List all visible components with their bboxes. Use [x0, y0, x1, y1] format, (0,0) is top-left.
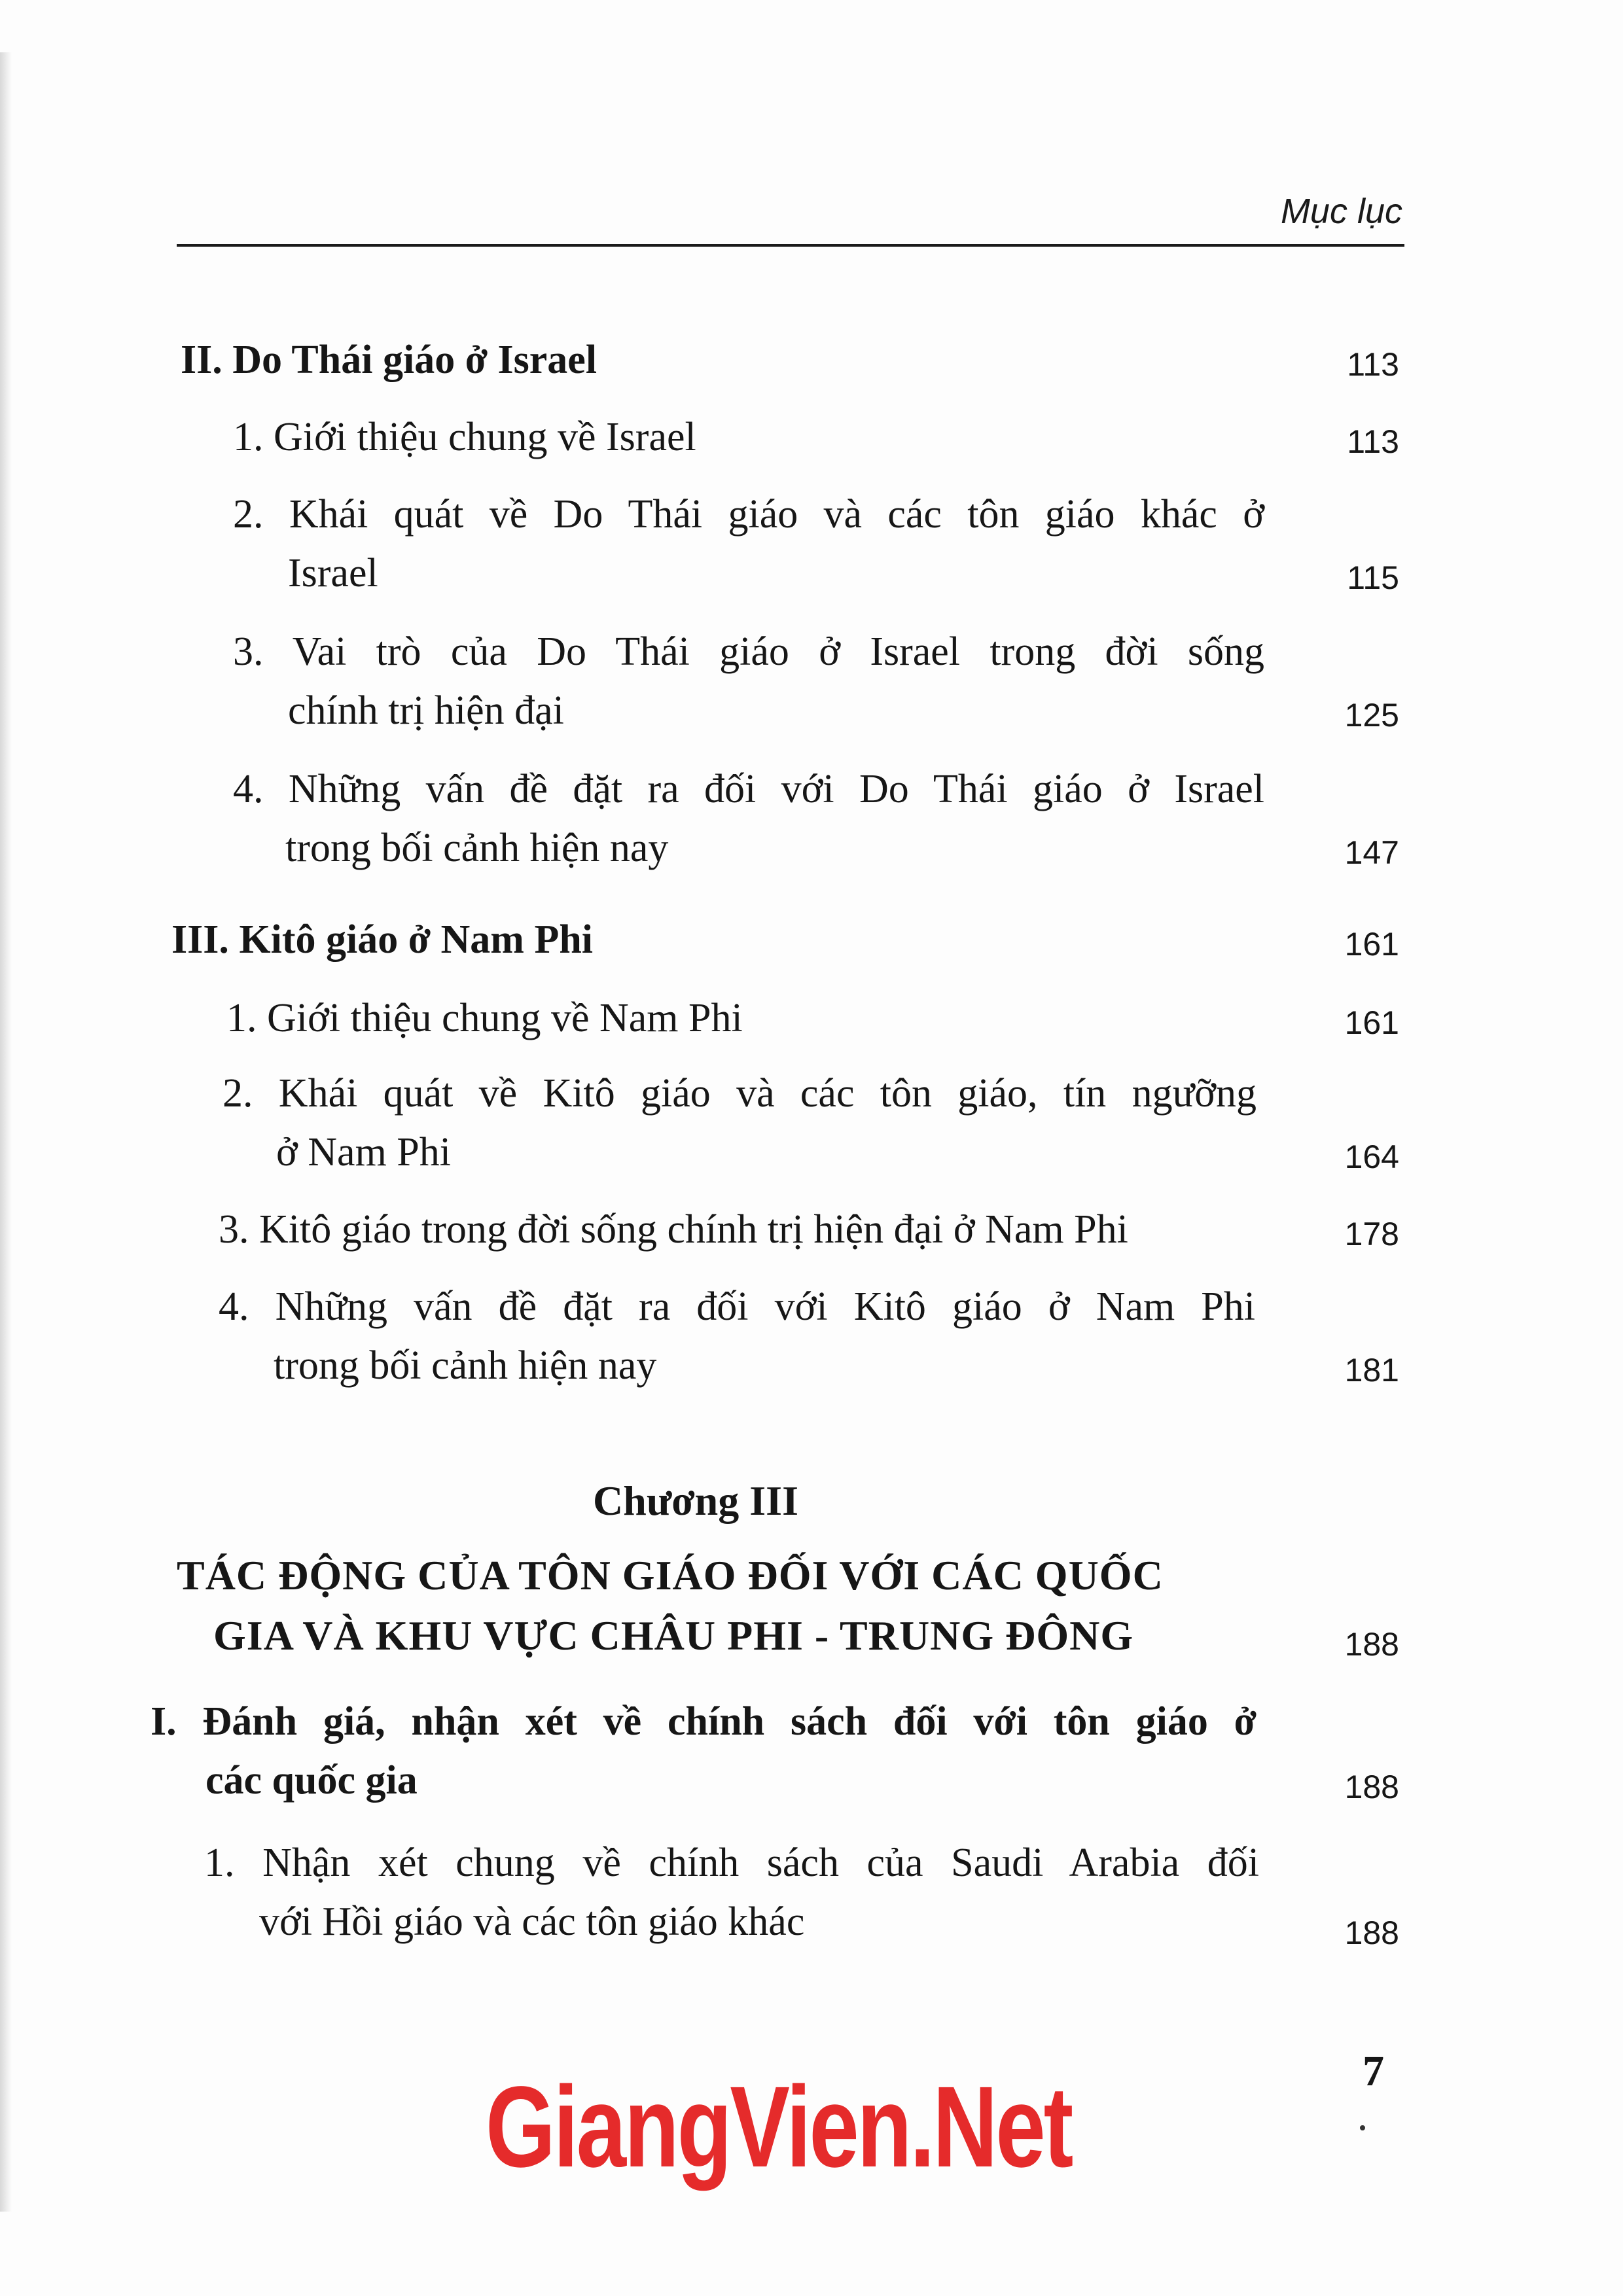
- toc-ch3-section-i-page: 188: [1344, 1769, 1399, 1805]
- ink-dot: [1360, 2125, 1365, 2130]
- toc-section-iii-page: 161: [1344, 926, 1399, 963]
- toc-entry-iii-3: 3. Kitô giáo trong đời sống chính trị hiện đại ở Nam Phi: [219, 1207, 1128, 1252]
- toc-ch3-entry-i-1-line2: với Hồi giáo và các tôn giáo khác: [259, 1899, 805, 1944]
- toc-ch3-section-i-line1: I. Đánh giá, nhận xét về chính sách đối với tôn giáo ở: [151, 1699, 1257, 1744]
- toc-entry-ii-2-page: 115: [1347, 559, 1399, 596]
- chapter-label: Chương III: [593, 1477, 798, 1524]
- watermark-logo: [486, 2061, 1140, 2192]
- chapter-title-line2: GIA VÀ KHU VỰC CHÂU PHI - TRUNG ĐÔNG: [213, 1612, 1134, 1659]
- toc-section-iii-title: III. Kitô giáo ở Nam Phi: [171, 917, 594, 962]
- toc-entry-ii-1-page: 113: [1347, 423, 1399, 460]
- toc-entry-ii-4-page: 147: [1344, 834, 1399, 871]
- toc-section-ii-page: 113: [1347, 346, 1399, 383]
- toc-entry-iii-2-line2: ở Nam Phi: [276, 1130, 452, 1174]
- toc-entry-iii-4-line2: trong bối cảnh hiện nay: [274, 1343, 657, 1388]
- toc-ch3-entry-i-1-page: 188: [1344, 1915, 1399, 1951]
- chapter-page: 188: [1344, 1626, 1399, 1663]
- toc-entry-iii-1: 1. Giới thiệu chung về Nam Phi: [226, 996, 743, 1040]
- watermark-text: GiangVien.Net: [486, 2063, 1072, 2191]
- toc-entry-ii-4-line1: 4. Những vấn đề đặt ra đối với Do Thái giáo ở Israel: [233, 767, 1264, 811]
- toc-entry-iii-1-page: 161: [1344, 1004, 1399, 1041]
- toc-entry-ii-1: 1. Giới thiệu chung về Israel: [233, 415, 696, 459]
- toc-entry-iii-2-page: 164: [1344, 1139, 1399, 1175]
- toc-entry-iii-4-page: 181: [1344, 1352, 1399, 1388]
- toc-ch3-entry-i-1-line1: 1. Nhận xét chung về chính sách của Saudi Arabia đối: [204, 1841, 1259, 1885]
- toc-entry-ii-3-line2: chính trị hiện đại: [288, 688, 564, 733]
- toc-entry-ii-3-page: 125: [1344, 697, 1399, 733]
- toc-entry-ii-4-line2: trong bối cảnh hiện nay: [285, 826, 669, 870]
- chapter-title-line1: TÁC ĐỘNG CỦA TÔN GIÁO ĐỐI VỚI CÁC QUỐC: [177, 1552, 1164, 1598]
- running-header-title: Mục lục: [1280, 192, 1402, 231]
- toc-entry-iii-2-line1: 2. Khái quát về Kitô giáo và các tôn giáo, tín ngưỡng: [223, 1071, 1257, 1116]
- toc-ch3-section-i-line2: các quốc gia: [205, 1758, 418, 1803]
- toc-entry-ii-3-line1: 3. Vai trò của Do Thái giáo ở Israel trong đời sống: [233, 629, 1264, 674]
- page-number: 7: [1363, 2047, 1384, 2095]
- toc-entry-iii-4-line1: 4. Những vấn đề đặt ra đối với Kitô giáo ở Nam Phi: [219, 1284, 1255, 1329]
- toc-section-ii-title: II. Do Thái giáo ở Israel: [181, 338, 597, 382]
- toc-entry-ii-2-line2: Israel: [288, 551, 378, 595]
- toc-entry-ii-2-line1: 2. Khái quát về Do Thái giáo và các tôn giáo khác ở: [233, 492, 1264, 537]
- toc-entry-iii-3-page: 178: [1344, 1216, 1399, 1252]
